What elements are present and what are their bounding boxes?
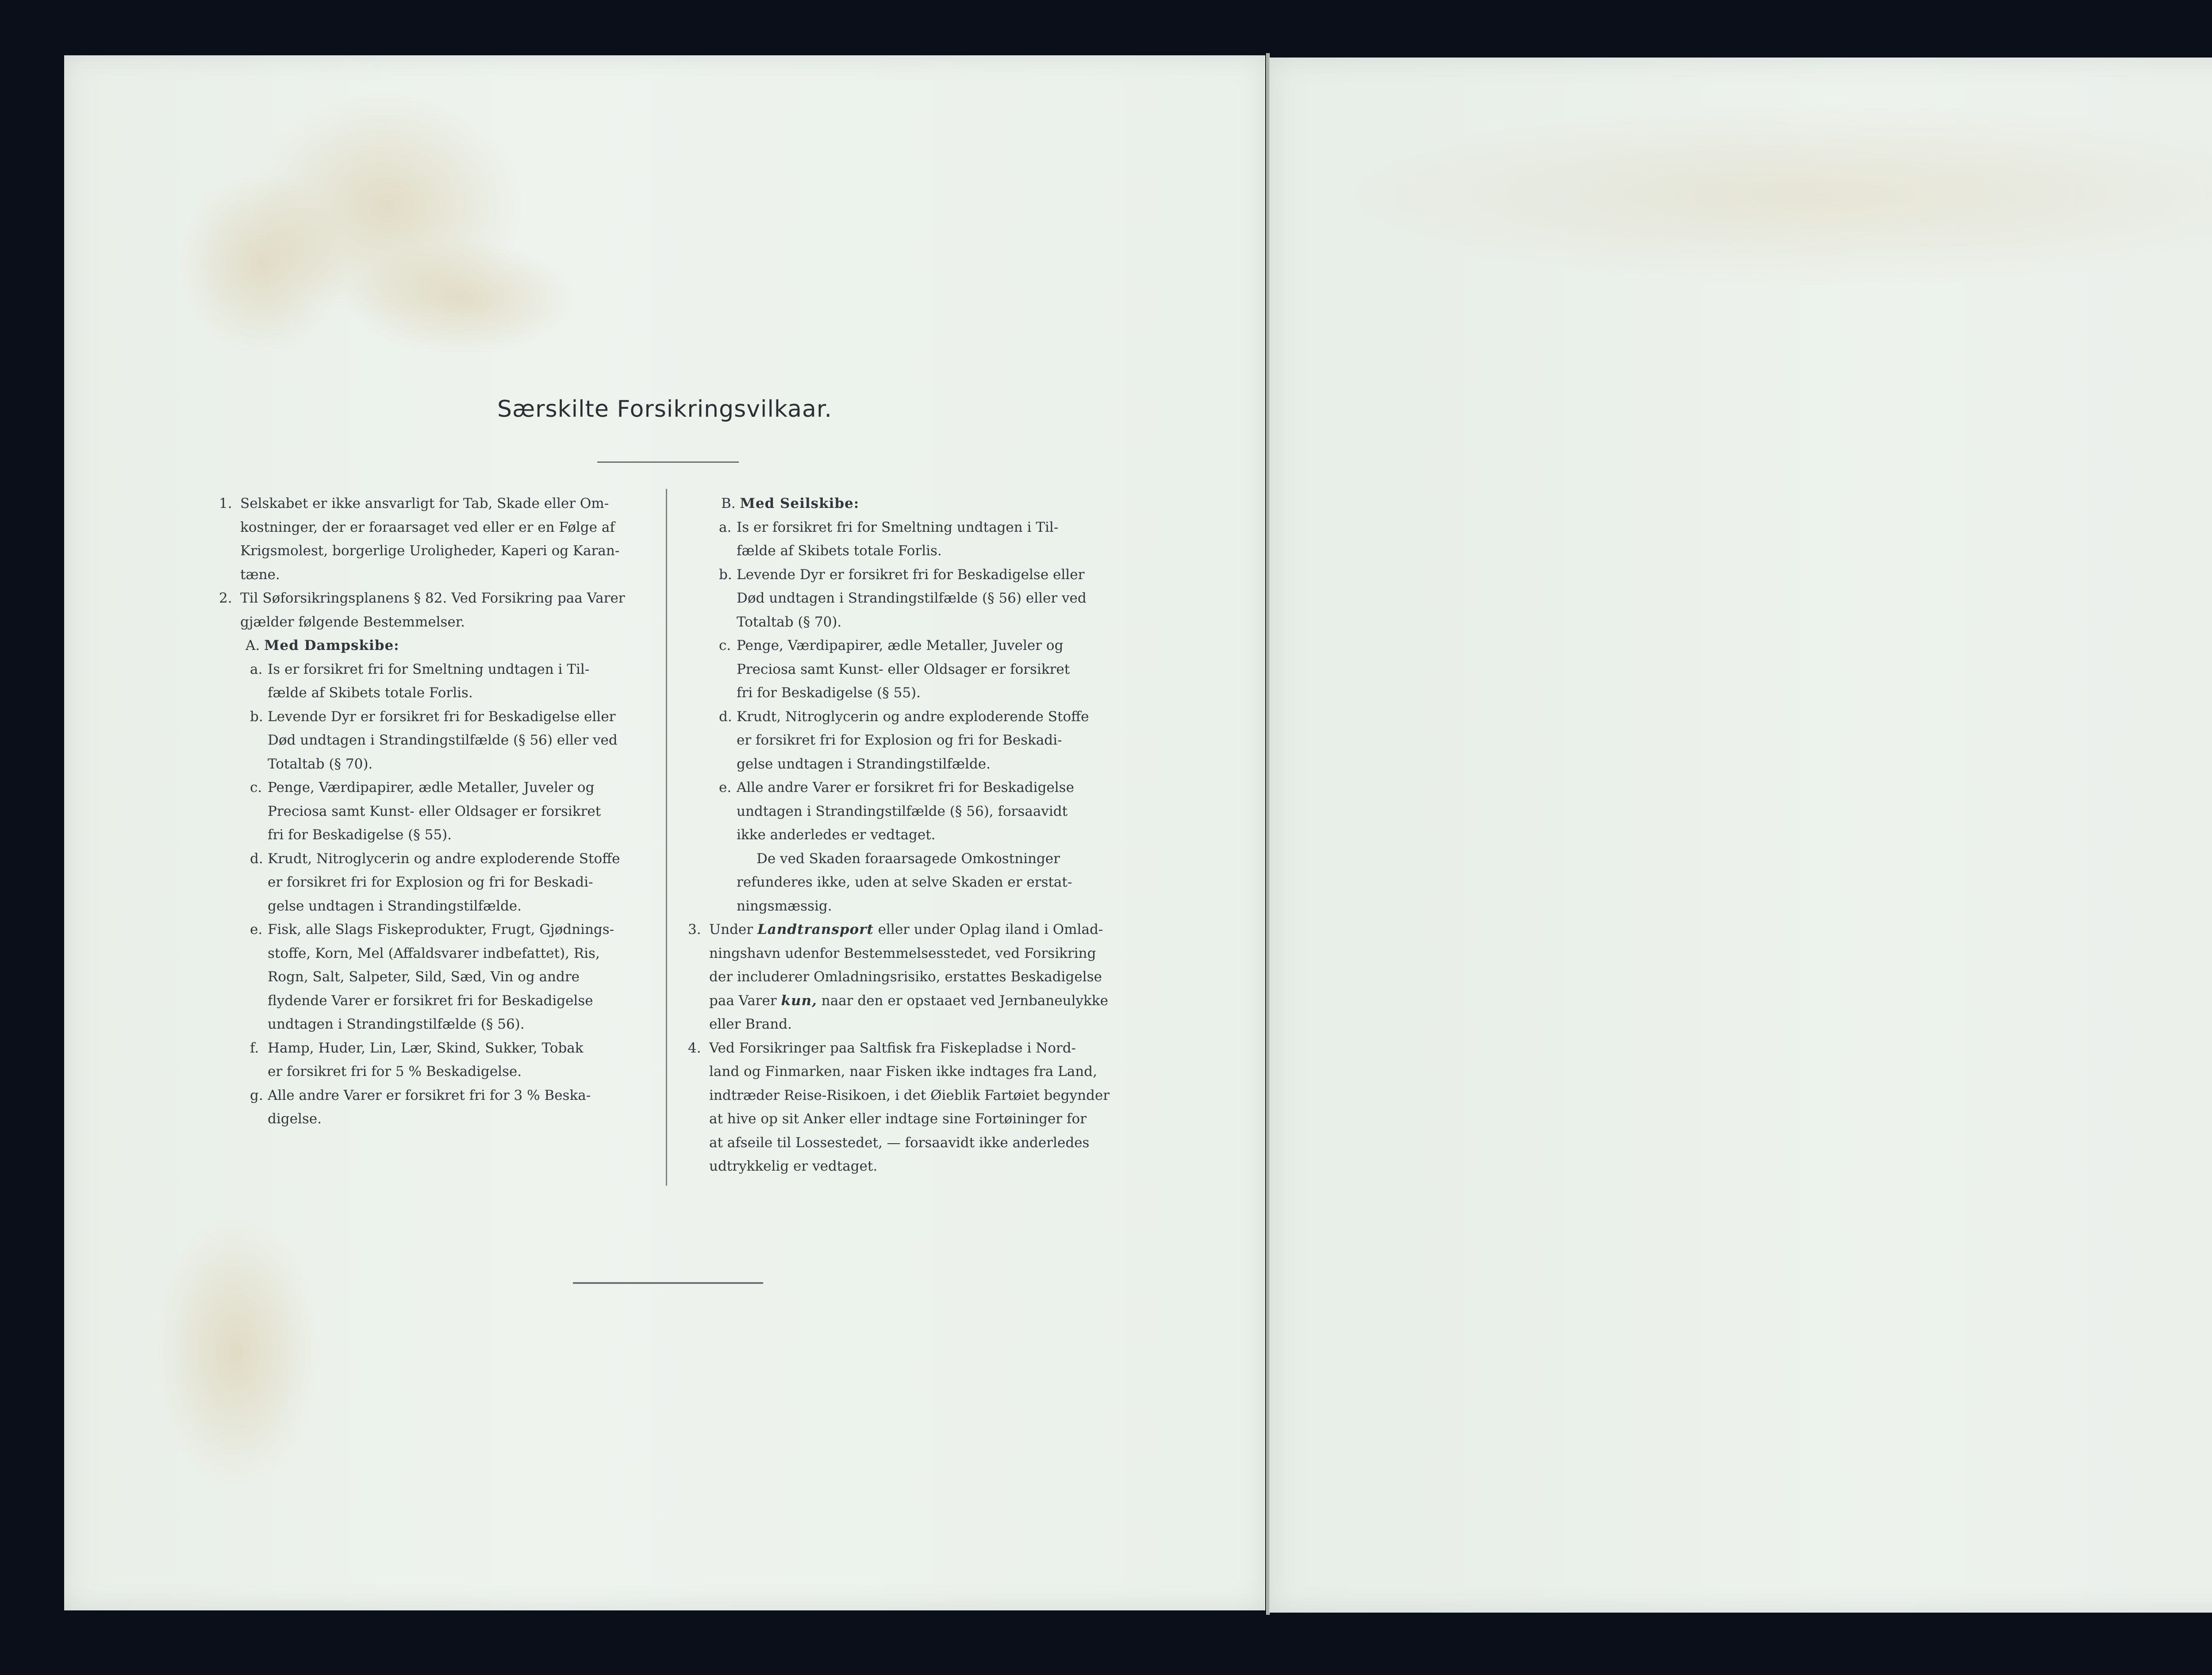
text-line: er forsikret fri for Explosion og fri for Beskadi-	[268, 874, 593, 890]
bottom-rule	[573, 1282, 763, 1284]
sub-clause-d	[688, 705, 1124, 776]
text-line: fælde af Skibets totale Forlis.	[268, 685, 473, 701]
text-line: kostninger, der er foraarsaget ved eller er en Følge af	[240, 519, 615, 535]
clause-number: 2.	[219, 590, 232, 606]
text-line: Krigsmolest, borgerlige Uroligheder, Kaperi og Karan-	[240, 543, 620, 559]
text-line: der includerer Omladningsrisiko, erstattes Beskadigelse	[709, 969, 1102, 985]
text-line: Krudt, Nitroglycerin og andre exploderende Stoffe	[737, 708, 1089, 725]
text-line: fri for Beskadigelse (§ 55).	[268, 827, 452, 843]
document-title: Særskilte Forsikringsvilkaar.	[497, 396, 832, 423]
emphasis-text: Landtransport	[757, 922, 874, 937]
text-line: udtrykkelig er vedtaget.	[709, 1158, 878, 1174]
column-divider	[666, 489, 667, 1186]
title-rule	[597, 461, 739, 463]
text-line: ningshavn udenfor Bestemmelsesstedet, ved Forsikring	[709, 945, 1096, 961]
sub-clause-e	[688, 776, 1124, 847]
text-line: Is er forsikret fri for Smeltning undtagen i Til-	[737, 519, 1059, 535]
text-line: fælde af Skibets totale Forlis.	[737, 543, 942, 559]
text-line: Is er forsikret fri for Smeltning undtagen i Til-	[268, 661, 590, 677]
sub-letter: e.	[719, 780, 732, 795]
book-gutter	[1266, 53, 1270, 1615]
text-line: Rogn, Salt, Salpeter, Sild, Sæd, Vin og andre	[268, 969, 580, 985]
text-line: gelse undtagen i Strandingstilfælde.	[268, 898, 522, 914]
sub-clause-a	[688, 516, 1124, 563]
sub-letter: f.	[250, 1040, 259, 1056]
text-line: Preciosa samt Kunst- eller Oldsager er forsikret	[268, 803, 601, 819]
clause-2	[219, 587, 646, 634]
section-letter: B.	[721, 496, 736, 511]
sub-clause-a	[219, 658, 646, 705]
clause-3	[688, 918, 1124, 1037]
text-line: undtagen i Strandingstilfælde (§ 56).	[268, 1016, 525, 1032]
text-line: Alle andre Varer er forsikret fri for Beskadigelse	[737, 780, 1074, 795]
sub-letter: d.	[250, 850, 263, 867]
sub-clause-f	[219, 1037, 646, 1084]
sub-clause-b	[688, 563, 1124, 634]
text-run: paa Varer	[709, 992, 781, 1009]
text-run: eller under Oplag iland i Omlad-	[873, 922, 1103, 937]
text-line: Levende Dyr er forsikret fri for Beskadigelse eller	[737, 566, 1085, 583]
sub-clause-d	[219, 847, 646, 918]
text-line: er forsikret fri for 5 % Beskadigelse.	[268, 1064, 522, 1080]
sub-letter: b.	[250, 708, 263, 725]
text-line: Levende Dyr er forsikret fri for Beskadigelse eller	[268, 708, 616, 725]
text-line: flydende Varer er forsikret fri for Beskadigelse	[268, 992, 593, 1009]
text-line: Krudt, Nitroglycerin og andre exploderende Stoffe	[268, 850, 620, 867]
text-line: Ved Forsikringer paa Saltfisk fra Fiskepladse i Nord-	[709, 1040, 1076, 1056]
text-line: De ved Skaden foraarsagede Omkostninger	[757, 850, 1060, 867]
section-b-heading	[688, 492, 1124, 516]
sub-clause-b	[219, 705, 646, 776]
text-line: Alle andre Varer er forsikret fri for 3 % Beska-	[268, 1087, 591, 1103]
left-column	[219, 492, 646, 1131]
emphasis-text: kun,	[781, 992, 817, 1009]
sub-clause-c	[219, 776, 646, 847]
text-line: Fisk, alle Slags Fiskeprodukter, Frugt, Gjødnings-	[268, 922, 614, 937]
text-line: Totaltab (§ 70).	[737, 614, 842, 630]
text-line: ningsmæssig.	[737, 898, 832, 914]
sub-letter: c.	[719, 638, 731, 653]
costs-note	[688, 847, 1124, 918]
text-line: land og Finmarken, naar Fisken ikke indtages fra Land,	[709, 1064, 1097, 1080]
sub-letter: a.	[719, 519, 732, 535]
text-line: digelse.	[268, 1111, 322, 1127]
text-line: Til Søforsikringsplanens § 82. Ved Forsikring paa Varer	[240, 590, 625, 606]
text-line: Totaltab (§ 70).	[268, 756, 373, 772]
text-run: naar den er opstaaet ved Jernbaneulykke	[817, 992, 1108, 1009]
clause-number: 1.	[219, 496, 232, 511]
text-line: Penge, Værdipapirer, ædle Metaller, Juveler og	[737, 638, 1064, 653]
clause-number: 4.	[688, 1040, 701, 1056]
text-line: undtagen i Strandingstilfælde (§ 56), forsaavidt	[737, 803, 1068, 819]
text-line: gelse undtagen i Strandingstilfælde.	[737, 756, 991, 772]
text-line: stoffe, Korn, Mel (Affaldsvarer indbefattet), Ris,	[268, 945, 600, 961]
section-a-heading	[219, 634, 646, 658]
text-line: Hamp, Huder, Lin, Lær, Skind, Sukker, Tobak	[268, 1040, 584, 1056]
sub-clause-g	[219, 1084, 646, 1131]
text-line: ikke anderledes er vedtaget.	[737, 827, 936, 843]
right-page	[1270, 58, 2212, 1613]
text-line: fri for Beskadigelse (§ 55).	[737, 685, 921, 701]
text-line: at afseile til Lossestedet, — forsaavidt ikke anderledes	[709, 1134, 1090, 1151]
text-line: indtræder Reise-Risikoen, i det Øieblik Fartøiet begynder	[709, 1087, 1110, 1103]
clause-4	[688, 1037, 1124, 1179]
text-line	[709, 989, 1124, 1013]
text-run: Under	[709, 922, 757, 937]
sub-clause-c	[688, 634, 1124, 705]
clause-1	[219, 492, 646, 587]
text-line: gjælder følgende Bestemmelser.	[240, 614, 465, 630]
section-letter: A.	[246, 638, 260, 653]
sub-letter: b.	[719, 566, 732, 583]
sub-clause-e	[219, 918, 646, 1037]
section-heading: Med Dampskibe:	[264, 638, 399, 653]
text-line: er forsikret fri for Explosion og fri for Beskadi-	[737, 732, 1062, 748]
text-line: at hive op sit Anker eller indtage sine Fortøininger for	[709, 1111, 1087, 1127]
text-line: Selskabet er ikke ansvarligt for Tab, Skade eller Om-	[240, 496, 609, 511]
sub-letter: c.	[250, 780, 262, 795]
sub-letter: d.	[719, 708, 732, 725]
text-line	[709, 918, 1124, 942]
text-line: tæne.	[240, 566, 280, 583]
sub-letter: a.	[250, 661, 263, 677]
text-line: Penge, Værdipapirer, ædle Metaller, Juveler og	[268, 780, 595, 795]
sub-letter: g.	[250, 1087, 263, 1103]
clause-number: 3.	[688, 922, 701, 937]
text-line: eller Brand.	[709, 1016, 792, 1032]
text-line: Preciosa samt Kunst- eller Oldsager er forsikret	[737, 661, 1070, 677]
text-line: refunderes ikke, uden at selve Skaden er erstat-	[737, 874, 1072, 890]
text-line: Død undtagen i Strandingstilfælde (§ 56) eller ved	[737, 590, 1087, 606]
text-line: Død undtagen i Strandingstilfælde (§ 56) eller ved	[268, 732, 618, 748]
section-heading: Med Seilskibe:	[740, 496, 860, 511]
sub-letter: e.	[250, 922, 263, 937]
right-column	[688, 492, 1124, 1179]
